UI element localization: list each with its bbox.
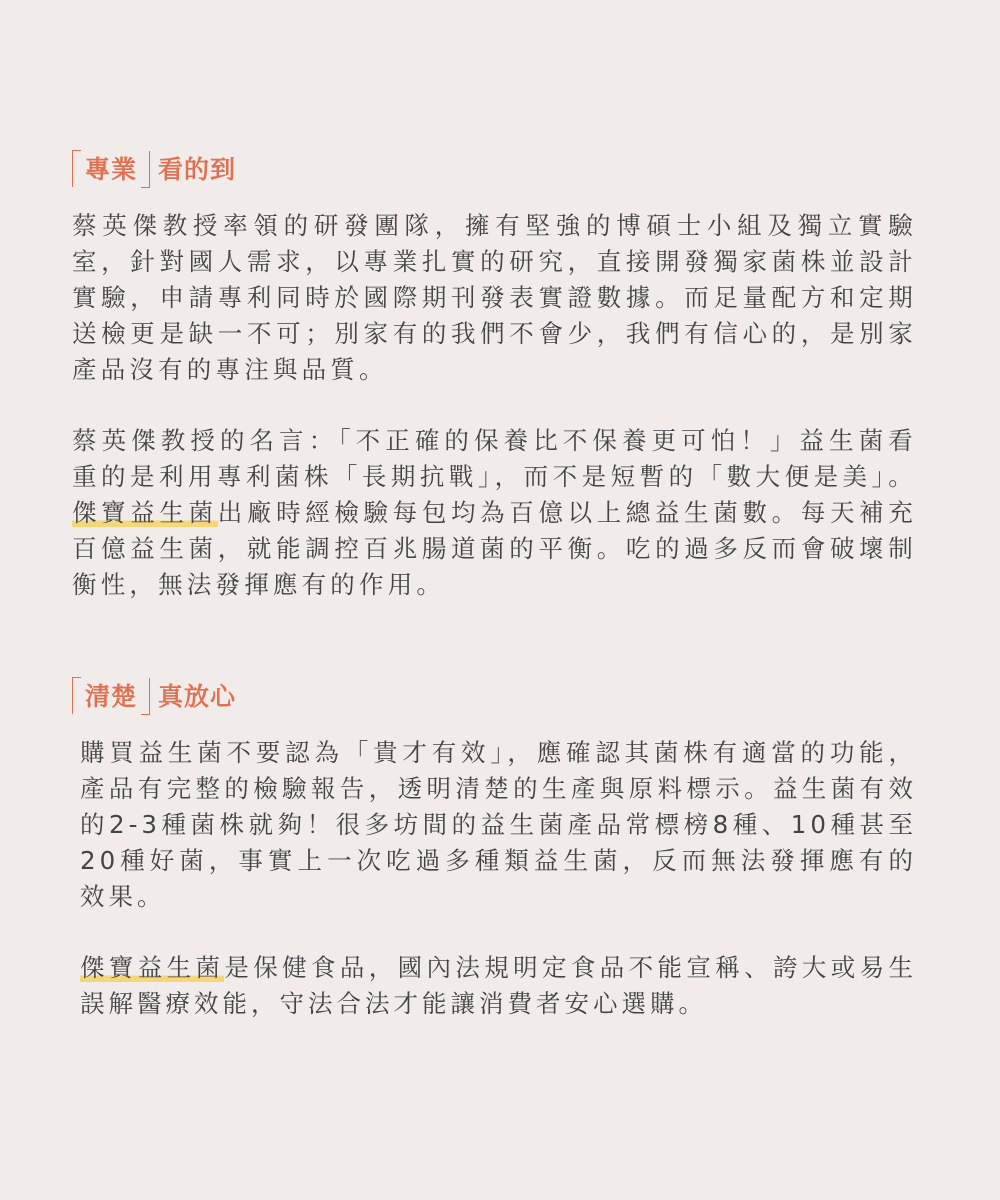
heading-rest: 真放心 (158, 682, 237, 711)
bracket-open-icon (72, 677, 81, 714)
section-heading (72, 675, 917, 715)
paragraph: 蔡英傑教授率領的研發團隊，擁有堅強的博碩士小組及獨立實驗室，針對國人需求，以專業扎實的研究，直接開發獨家菌株並設計實驗，申請專利同時於國際期刊發表實證數據。而足量配方和定期送檢更是缺一不可；別家有的我們不會少，我們有信心的，是別家產品沒有的專注與品質。 (72, 211, 917, 384)
paragraph: 購買益生菌不要認為「貴才有效」，應確認其菌株有適當的功能，產品有完整的檢驗報告，透明清楚的生產與原料標示。益生菌有效的2-3種菌株就夠！很多坊間的益生菌產品常標榜8種、10種甚至20種好菌，事實上一次吃過多種類益生菌，反而無法發揮應有的效果。 (80, 738, 917, 911)
heading-highlight: 清楚 (85, 682, 138, 711)
paragraph (72, 423, 917, 603)
heading-rest: 看的到 (158, 155, 237, 184)
paragraph-text: 出廠時經檢驗每包均為百億以上總益生菌數。每天補充百億益生菌，就能調控百兆腸道菌的平衡。吃的過多反而會破壞制衡性，無法發揮應有的作用。 (72, 498, 917, 599)
brand-name: 傑寶益生菌 (80, 953, 225, 982)
paragraph-text: 蔡英傑教授的名言：「不正確的保養比不保養更可怕！」益生菌看重的是利用專利菌株「長期抗戰」，而不是短暫的「數大便是美」。 (72, 426, 917, 491)
heading-highlight: 專業 (85, 155, 138, 184)
bracket-close-icon (141, 151, 150, 188)
paragraph-text: 是保健食品，國內法規明定食品不能宣稱、誇大或易生誤解醫療效能，守法合法才能讓消費者安心選購。 (80, 953, 917, 1018)
section-clarity (72, 675, 917, 1057)
bracket-open-icon (72, 150, 81, 187)
bracket-close-icon (141, 678, 150, 715)
section-heading (72, 148, 917, 188)
section-professional (72, 148, 917, 638)
brand-name: 傑寶益生菌 (72, 498, 218, 527)
paragraph (72, 950, 917, 1022)
